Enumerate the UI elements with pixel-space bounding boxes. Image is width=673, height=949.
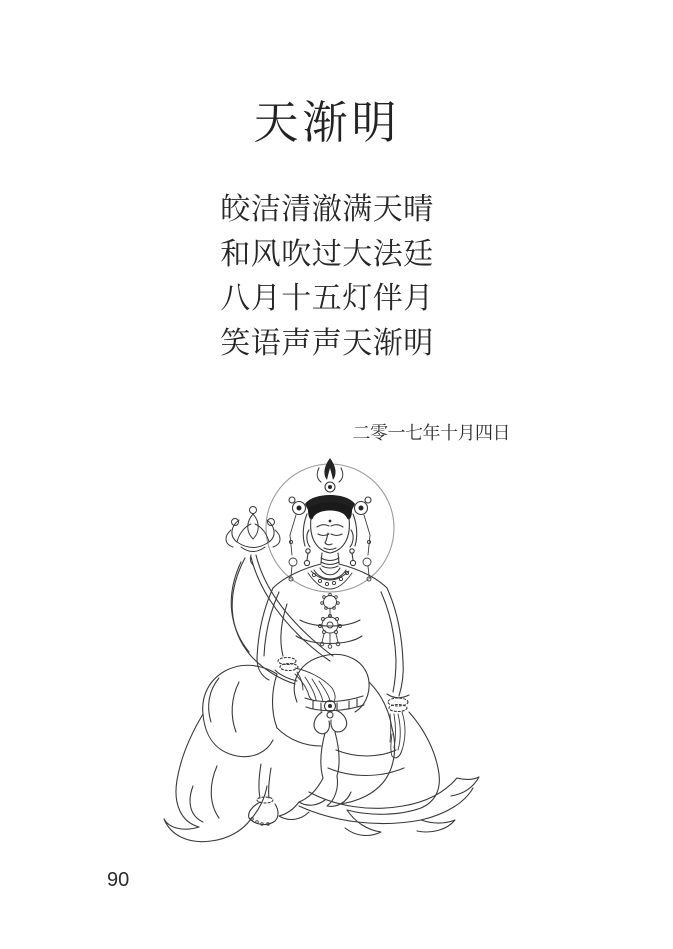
- bodhisattva-illustration: [160, 450, 480, 850]
- poem-line-4: 笑语声声天渐明: [220, 325, 434, 361]
- poem-line-3: 八月十五灯伴月: [220, 281, 434, 316]
- page-number: 90: [107, 869, 130, 891]
- poem-date: 二零一七年十月四日: [352, 423, 510, 444]
- poem-title: 天渐明: [253, 96, 401, 149]
- poem-line-2: 和风吹过大法廷: [220, 236, 434, 272]
- poem-body: [0, 188, 654, 366]
- bodhisattva-line-art-svg: [160, 450, 480, 850]
- poem-line-1: 皎洁清澈满天晴: [220, 192, 434, 227]
